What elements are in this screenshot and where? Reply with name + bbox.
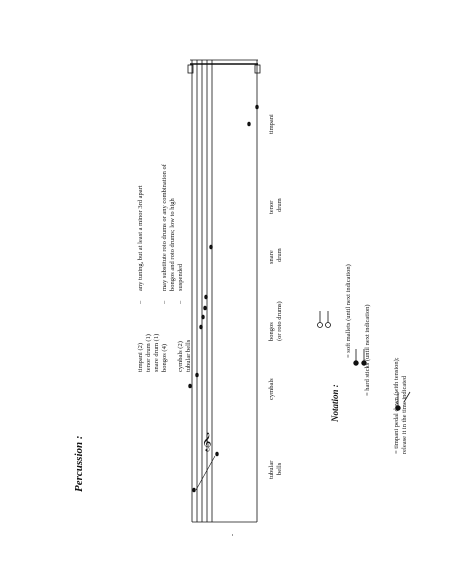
- staff-label-snare-2: drum: [276, 248, 283, 262]
- note-bongo-2: [201, 315, 204, 320]
- staff-label-timpani: timpani: [268, 114, 275, 134]
- note-bongo-4: [204, 295, 207, 300]
- instrument-cymbals: cymbals (2): [177, 341, 184, 372]
- desc-bongos-line2: bongos and roto drums; low to high: [169, 198, 176, 291]
- staff-label-bongos-2: (or roto drums): [276, 301, 283, 341]
- instrument-tubular-bells: tubular bells: [185, 339, 192, 372]
- notation-soft-text: = soft mallets (until next indication): [345, 264, 352, 358]
- desc-timpani: any tuning, but at least a minor 3rd apart: [137, 185, 144, 291]
- instrument-tenor-drum: tenor drum (1): [145, 334, 152, 372]
- dash-bongos: –: [161, 300, 168, 304]
- soft-mallets-icon: [316, 309, 340, 329]
- note-snare: [209, 245, 212, 250]
- dash-cymbals: –: [177, 300, 184, 304]
- staff-label-bongos-1: bongos: [268, 322, 275, 341]
- note-bongo-1: [199, 325, 202, 330]
- note-bells-high: [192, 488, 195, 493]
- staff-label-bells-2: bells: [276, 462, 283, 475]
- note-timpani-2: [255, 105, 258, 110]
- notation-hard-text: = hard sticks (until next indication): [364, 304, 371, 396]
- note-bells-low: [215, 452, 218, 457]
- notation-pedal-text-2: release it in the time indicated: [401, 375, 408, 454]
- note-timpani-1: [247, 122, 250, 127]
- notation-title: Notation :: [330, 384, 340, 422]
- notation-pedal-text-1: = timpani pedal down (with tension);: [393, 357, 400, 454]
- staff-label-tenor-2: drum: [276, 198, 283, 212]
- instrument-snare-drum: snare drum (1): [153, 333, 160, 372]
- staff-label-snare-1: snare: [268, 250, 275, 264]
- note-cymbal-2: [195, 373, 198, 378]
- staff-label-bells-1: tubular: [268, 460, 275, 479]
- staff-label-tenor-1: tenor: [268, 200, 275, 214]
- treble-clef-icon: 𝄞: [202, 432, 212, 451]
- dash-timpani: –: [137, 300, 144, 304]
- percussion-heading: Percussion :: [73, 435, 85, 492]
- bracket-box-bottom: [255, 65, 260, 73]
- instrument-bongos: bongos (4): [161, 344, 168, 372]
- page-mark-dot: [232, 534, 233, 536]
- instrument-timpani: timpani (2): [137, 342, 144, 372]
- staff-label-cymbals: cymbals: [268, 378, 275, 400]
- desc-cymbals: suspended: [177, 263, 184, 291]
- desc-bongos-line1: may substitute roto drums or any combination of: [161, 164, 168, 291]
- note-cymbal-1: [188, 384, 191, 389]
- note-bongo-3: [203, 306, 206, 311]
